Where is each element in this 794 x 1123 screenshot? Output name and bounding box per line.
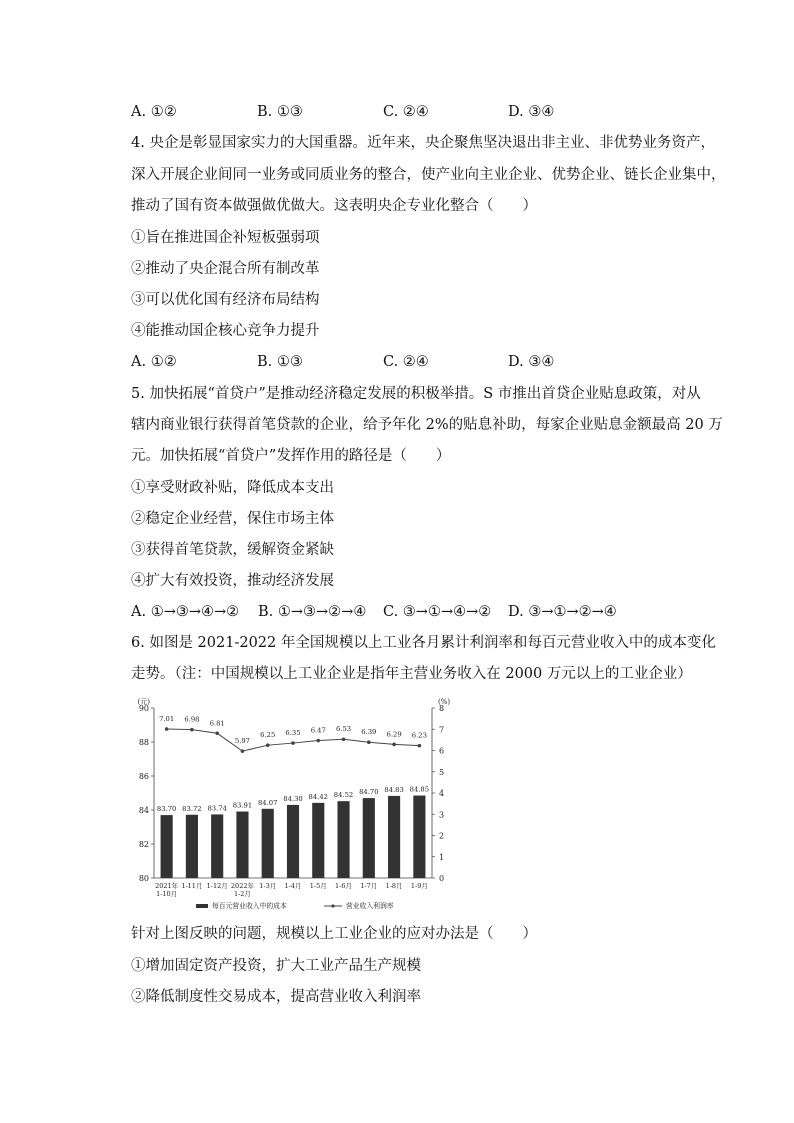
legend-line-label: 营业收入利润率	[346, 902, 394, 910]
legend-bar-label: 每百元营业收入中的成本	[212, 902, 287, 910]
chart-svg	[130, 694, 460, 916]
q3-option-a[interactable]: A. ①②	[131, 104, 177, 120]
bar	[337, 801, 349, 878]
profit-rate-label: 6.35	[285, 729, 301, 738]
q4-item-1: ①旨在推进国企补短板强弱项	[131, 230, 320, 246]
profit-rate-point	[291, 741, 295, 745]
q5-item-2: ②稳定企业经营，保住市场主体	[131, 511, 334, 527]
q4-option-c[interactable]: C. ②④	[383, 354, 429, 370]
profit-rate-point	[266, 743, 270, 747]
profit-rate-label: 5.97	[234, 737, 251, 746]
legend-line-marker	[331, 904, 334, 907]
bar-value-label: 83.91	[232, 801, 253, 810]
right-axis-unit: (%)	[438, 698, 451, 706]
left-tick-label: 90	[138, 704, 149, 713]
profit-rate-point	[392, 743, 396, 747]
bar-value-label: 84.85	[409, 785, 430, 794]
right-tick-label: 7	[439, 725, 445, 735]
profit-rate-point	[316, 739, 320, 743]
q6-stem-line-1: 6. 如图是 2021-2022 年全国规模以上工业各月累计利润率和每百元营业收入中的成本变化	[131, 635, 716, 651]
profit-rate-label: 6.39	[361, 728, 377, 737]
bar-value-label: 84.83	[384, 785, 404, 794]
bar-value-label: 84.07	[257, 798, 278, 807]
right-tick-label: 5	[439, 767, 445, 777]
profit-rate-point	[342, 737, 346, 741]
q5-item-1: ①享受财政补贴，降低成本支出	[131, 480, 334, 496]
q5-item-3: ③获得首笔贷款，缓解资金紧缺	[131, 542, 334, 558]
left-tick-label: 86	[138, 772, 149, 781]
q4-item-2: ②推动了央企混合所有制改革	[131, 261, 320, 277]
profit-rate-label: 6.98	[184, 715, 200, 724]
q4-stem-line-1: 4. 央企是彰显国家实力的大国重器。近年来，央企聚焦坚决退出非主业、非优势业务资产，	[131, 135, 715, 151]
right-tick-label: 0	[439, 874, 445, 883]
x-tick-label: 1-3月	[259, 882, 277, 890]
profit-rate-point	[165, 727, 169, 731]
q5-option-a[interactable]: A. ①→③→④→②	[131, 604, 240, 620]
x-tick-label: 1-2月	[233, 890, 251, 898]
q6-stem-line-2: 走势。（注：中国规模以上工业企业是指年主营业务收入在 2000 万元以上的工业企业）	[131, 666, 692, 682]
profit-rate-point	[215, 731, 219, 735]
bar	[388, 796, 400, 878]
bar-value-label: 83.72	[182, 804, 202, 813]
q5-stem-line-1: 5. 加快拓展“首贷户”是推动经济稳定发展的积极举措。S 市推出首贷企业贴息政策，对从	[131, 386, 701, 402]
profit-rate-point	[241, 749, 245, 753]
bar	[287, 805, 299, 878]
q5-stem-line-3: 元。加快拓展“首贷户”发挥作用的路径是（ ）	[131, 448, 451, 464]
bar-value-label: 83.70	[156, 805, 177, 814]
q3-option-c[interactable]: C. ②④	[383, 104, 429, 120]
bar	[236, 812, 248, 878]
q6-item-1: ①增加固定资产投资，扩大工业产品生产规模	[131, 958, 421, 974]
bar-value-label: 84.70	[359, 788, 379, 797]
profit-rate-label: 6.25	[260, 731, 276, 740]
q5-option-b[interactable]: B. ①→③→②→④	[258, 604, 367, 620]
x-tick-label: 1-9月	[410, 882, 428, 890]
q5-stem-line-2: 辖内商业银行获得首笔贷款的企业，给予年化 2%的贴息补助，每家企业贴息金额最高 20 万	[131, 417, 723, 433]
bar	[161, 815, 173, 878]
x-tick-label: 1-6月	[335, 882, 353, 890]
x-tick-label: 1-11月	[181, 882, 203, 890]
q6-item-2: ②降低制度性交易成本，提高营业收入利润率	[131, 989, 421, 1005]
bar	[262, 809, 274, 878]
q4-option-d[interactable]: D. ③④	[508, 354, 555, 370]
cost-profit-chart	[130, 694, 460, 916]
left-tick-label: 88	[138, 738, 149, 747]
bar-value-label: 84.52	[333, 791, 354, 800]
right-tick-label: 3	[439, 810, 445, 820]
left-axis-unit: (元)	[137, 698, 150, 706]
q4-item-4: ④能推动国企核心竞争力提升	[131, 323, 320, 339]
profit-rate-point	[367, 740, 371, 744]
profit-rate-point	[418, 744, 422, 748]
bar-value-label: 83.74	[207, 804, 227, 813]
left-tick-label: 82	[138, 840, 149, 849]
q5-item-4: ④扩大有效投资，推动经济发展	[131, 573, 334, 589]
right-tick-label: 1	[439, 852, 445, 862]
q6-question-line: 针对上图反映的问题，规模以上工业企业的应对办法是（ ）	[131, 926, 537, 942]
right-tick-label: 2	[439, 831, 445, 841]
x-tick-label: 1-4月	[284, 882, 302, 890]
profit-rate-label: 6.29	[386, 730, 402, 739]
x-tick-label: 1-5月	[309, 882, 327, 890]
legend-bar-swatch	[196, 904, 208, 908]
q4-option-b[interactable]: B. ①③	[257, 354, 303, 370]
x-tick-label: 2021年	[155, 882, 179, 890]
bar	[211, 814, 223, 878]
x-tick-label: 2022年	[230, 882, 254, 890]
q3-option-d[interactable]: D. ③④	[508, 104, 555, 120]
bar-value-label: 84.42	[308, 792, 329, 801]
x-tick-label: 1-7月	[360, 882, 378, 890]
q4-stem-line-3: 推动了国有资本做强做优做大。这表明央企专业化整合（ ）	[131, 198, 537, 214]
profit-rate-label: 7.01	[159, 715, 175, 724]
x-tick-label: 1-12月	[206, 882, 228, 890]
bar	[312, 803, 324, 878]
x-tick-label: 1-10月	[156, 890, 178, 898]
bar	[363, 798, 375, 878]
q5-option-c[interactable]: C. ③→①→④→②	[383, 604, 492, 620]
left-tick-label: 80	[138, 874, 149, 883]
q4-option-a[interactable]: A. ①②	[131, 354, 177, 370]
bar	[186, 815, 198, 878]
profit-rate-label: 6.81	[209, 719, 225, 728]
profit-rate-label: 6.23	[411, 731, 427, 740]
profit-rate-label: 6.47	[310, 726, 326, 735]
q4-stem-line-2: 深入开展企业间同一业务或同质业务的整合，使产业向主业企业、优势企业、链长企业集中，	[131, 167, 726, 183]
bar-value-label: 84.30	[283, 794, 303, 803]
x-tick-label: 1-8月	[385, 882, 403, 890]
right-tick-label: 8	[439, 704, 445, 713]
profit-rate-label: 6.53	[335, 725, 352, 734]
bar	[413, 796, 425, 878]
q3-option-b[interactable]: B. ①③	[257, 104, 303, 120]
right-tick-label: 4	[439, 789, 445, 798]
q4-item-3: ③可以优化国有经济布局结构	[131, 292, 320, 308]
q5-option-d[interactable]: D. ③→①→②→④	[508, 604, 617, 620]
profit-rate-point	[190, 728, 194, 732]
right-tick-label: 6	[439, 746, 445, 756]
left-tick-label: 84	[138, 806, 149, 815]
